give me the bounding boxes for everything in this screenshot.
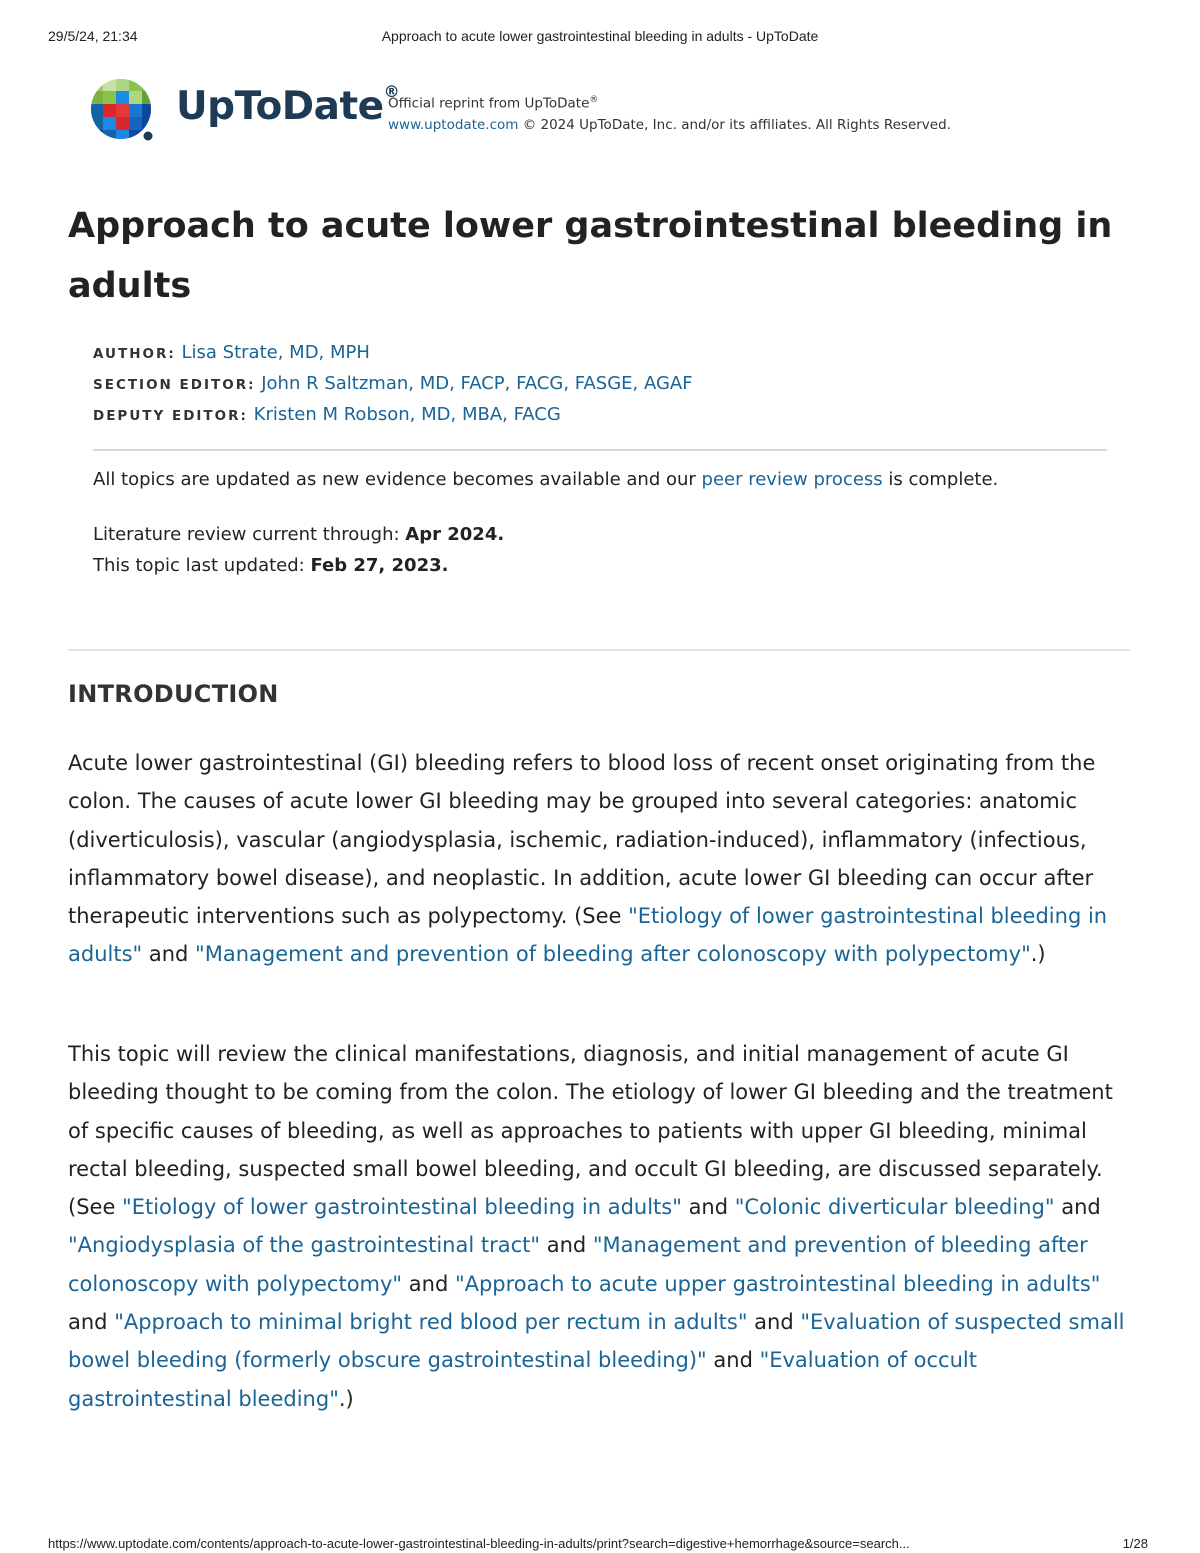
- brand-header: [90, 78, 1110, 148]
- copyright-line: www.uptodate.com © 2024 UpToDate, Inc. and/or its affiliates. All Rights Reserved.: [388, 116, 951, 133]
- uptodate-logo-icon: [90, 78, 156, 144]
- article-title: Approach to acute lower gastrointestinal bleeding in adults: [68, 206, 1113, 306]
- intro-paragraph-1: Acute lower gastrointestinal (GI) bleeding refers to blood loss of recent onset originating from the colon. The causes of acute lower GI bleeding may be grouped into several categories: anatomic (diverticulosis), vascular (angiodysplasia, ischemic, radiation-induced), inflammatory (infectious, inflammatory bowel disease), and neoplastic. In addition, acute lower GI bleeding can occur after therapeutic interventions such as polypectomy. (See "Etiology of lower gastrointestinal bleeding in adults" and "Management and prevention of bleeding after colonoscopy with polypectomy".): [68, 751, 1108, 967]
- deputy-editor-label: DEPUTY EDITOR:: [93, 408, 248, 424]
- print-datetime: 29/5/24, 21:34: [48, 28, 138, 44]
- divider: [93, 449, 1107, 451]
- print-header: [0, 28, 1200, 48]
- section-editor-link[interactable]: John R Saltzman, MD, FACP, FACG, FASGE, AGAF: [261, 373, 693, 394]
- section-divider: [68, 649, 1130, 651]
- link-etiology-lower-gi-2[interactable]: "Etiology of lower gastrointestinal bleeding in adults": [122, 1195, 682, 1220]
- section-editor-row: [93, 368, 1123, 399]
- author-row: [93, 337, 1123, 368]
- reprint-notice: [388, 90, 951, 136]
- page-number: 1/28: [1122, 1536, 1148, 1551]
- link-post-polypectomy-bleeding[interactable]: "Management and prevention of bleeding after colonoscopy with polypectomy": [195, 942, 1031, 967]
- uptodate-wordmark: UpToDate®: [176, 82, 400, 129]
- last-updated-date: This topic last updated: Feb 27, 2023.: [93, 555, 449, 576]
- author-link[interactable]: Lisa Strate, MD, MPH: [181, 342, 370, 363]
- author-label: AUTHOR:: [93, 346, 176, 362]
- editor-list: [93, 337, 1123, 430]
- link-post-polypectomy-bleeding-2[interactable]: "Management and prevention of bleeding after colonoscopy with polypectomy": [68, 1233, 1088, 1296]
- print-footer: [0, 1536, 1200, 1552]
- print-url: https://www.uptodate.com/contents/approach-to-acute-lower-gastrointestinal-bleeding-in-adults/print?search=digestive+hemorrhage&source=search...: [48, 1536, 910, 1551]
- review-dates: [93, 519, 504, 581]
- link-minimal-rectal-bleeding[interactable]: "Approach to minimal bright red blood per rectum in adults": [114, 1310, 748, 1335]
- peer-review-link[interactable]: peer review process: [701, 469, 883, 490]
- review-note: All topics are updated as new evidence becomes available and our peer review process is complete.: [93, 469, 999, 490]
- deputy-editor-row: [93, 399, 1123, 430]
- literature-review-date: Literature review current through: Apr 2024.: [93, 524, 505, 545]
- link-etiology-lower-gi[interactable]: "Etiology of lower gastrointestinal bleeding in adults": [68, 904, 1108, 967]
- section-editor-label: SECTION EDITOR:: [93, 377, 256, 393]
- deputy-editor-link[interactable]: Kristen M Robson, MD, MBA, FACG: [253, 404, 561, 425]
- uptodate-site-link[interactable]: www.uptodate.com: [388, 116, 519, 133]
- link-angiodysplasia[interactable]: "Angiodysplasia of the gastrointestinal tract": [68, 1233, 541, 1258]
- intro-paragraph-2: This topic will review the clinical manifestations, diagnosis, and initial management of acute GI bleeding thought to be coming from the colon. The etiology of lower GI bleeding and the treatment of specific causes of bleeding, as well as approaches to patients with upper GI bleeding, minimal rectal bleeding, suspected small bowel bleeding, and occult GI bleeding, are discussed separately. (See "Etiology of lower gastrointestinal bleeding in adults" and "Colonic diverticular bleeding" and "Angiodysplasia of the gastrointestinal tract" and "Management and prevention of bleeding after colonoscopy with polypectomy" and "Approach to acute upper gastrointestinal bleeding in adults" and "Approach to minimal bright red blood per rectum in adults" and "Evaluation of suspected small bowel bleeding (formerly obscure gastrointestinal bleeding)" and "Evaluation of occult gastrointestinal bleeding".): [68, 1042, 1125, 1411]
- link-diverticular-bleeding[interactable]: "Colonic diverticular bleeding": [734, 1195, 1055, 1220]
- print-page-title: Approach to acute lower gastrointestinal bleeding in adults - UpToDate: [381, 28, 819, 44]
- link-upper-gi-bleeding[interactable]: "Approach to acute upper gastrointestinal bleeding in adults": [454, 1271, 1101, 1296]
- introduction-heading: INTRODUCTION: [68, 680, 279, 708]
- link-occult-gi-bleeding[interactable]: "Evaluation of occult gastrointestinal bleeding": [68, 1348, 977, 1411]
- link-small-bowel-bleeding[interactable]: "Evaluation of suspected small bowel bleeding (formerly obscure gastrointestinal bleeding)": [68, 1310, 1125, 1373]
- reprint-line: Official reprint from UpToDate®: [388, 95, 599, 112]
